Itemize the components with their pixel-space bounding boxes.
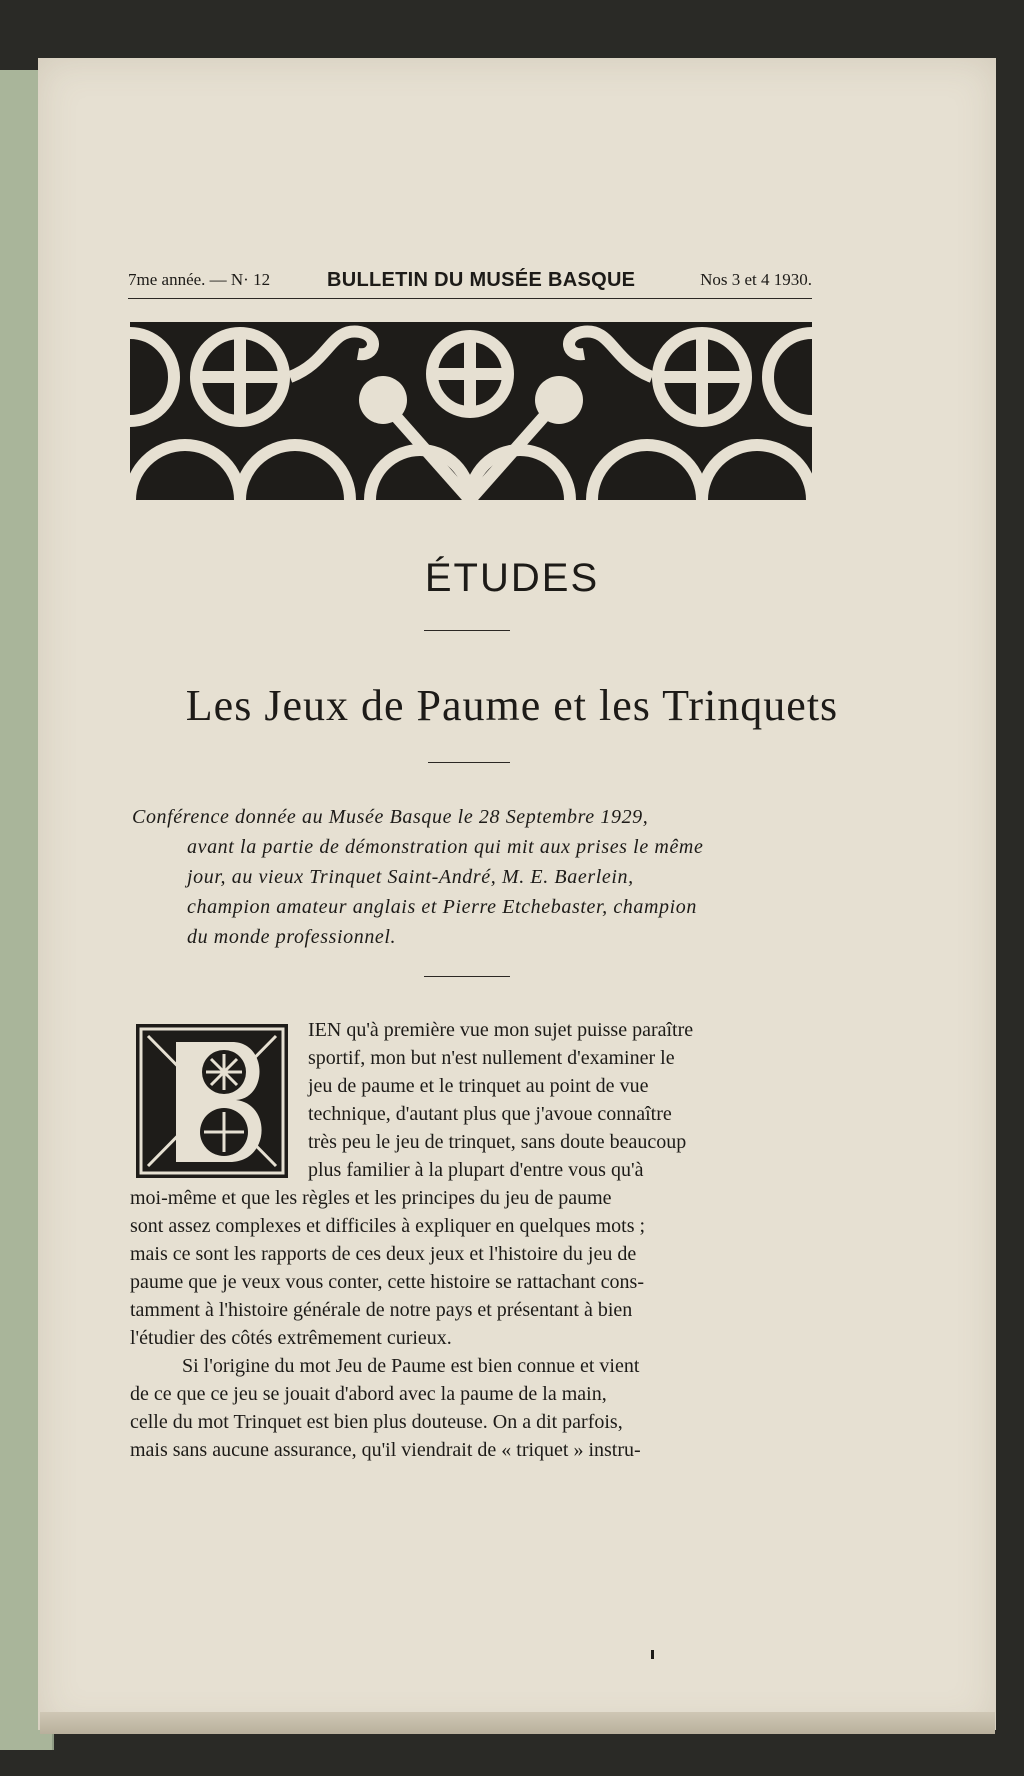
- body-line: mais ce sont les rapports de ces deux jeux et l'histoire du jeu de: [130, 1243, 637, 1265]
- body-line: technique, d'autant plus que j'avoue connaître: [308, 1103, 672, 1125]
- divider: [424, 976, 510, 977]
- issue-date: Nos 3 et 4 1930.: [700, 270, 812, 289]
- subtitle-line: avant la partie de démonstration qui mit aux prises le même: [187, 836, 704, 858]
- subtitle: [132, 802, 812, 952]
- body-line: celle du mot Trinquet est bien plus douteuse. On a dit parfois,: [130, 1411, 623, 1433]
- body-line: sportif, mon but n'est nullement d'examiner le: [308, 1047, 675, 1069]
- page-bottom-edge: [40, 1712, 995, 1734]
- body-line: tamment à l'histoire générale de notre pays et présentant à bien: [130, 1299, 633, 1321]
- body-line: paume que je veux vous conter, cette histoire se rattachant cons-: [130, 1271, 645, 1293]
- body-line: moi-même et que les règles et les principes du jeu de paume: [130, 1187, 612, 1209]
- decorative-banner: [130, 322, 812, 500]
- divider: [428, 762, 510, 763]
- body-line: Si l'origine du mot Jeu de Paume est bien connue et vient: [182, 1355, 640, 1377]
- running-head: [128, 268, 812, 299]
- ink-mark: [651, 1650, 654, 1659]
- body-line: IEN qu'à première vue mon sujet puisse paraître: [308, 1019, 694, 1041]
- journal-title: BULLETIN DU MUSÉE BASQUE: [327, 269, 636, 291]
- subtitle-line: champion amateur anglais et Pierre Etchebaster, champion: [187, 896, 698, 918]
- issue-number: 7me année. — N· 12: [128, 270, 271, 289]
- subtitle-line: du monde professionnel.: [187, 926, 397, 948]
- body-line: jeu de paume et le trinquet au point de vue: [308, 1075, 649, 1097]
- body-line: sont assez complexes et difficiles à expliquer en quelques mots ;: [130, 1215, 646, 1237]
- body-line: de ce que ce jeu se jouait d'abord avec la paume de la main,: [130, 1383, 607, 1405]
- article-title: Les Jeux de Paume et les Trinquets: [185, 681, 839, 730]
- body-text: [130, 1016, 812, 1464]
- body-line: plus familier à la plupart d'entre vous qu'à: [308, 1159, 644, 1181]
- section-title: ÉTUDES: [424, 556, 600, 600]
- subtitle-line: jour, au vieux Trinquet Saint-André, M. E. Baerlein,: [187, 866, 634, 888]
- subtitle-line: Conférence donnée au Musée Basque le 28 Septembre 1929,: [132, 806, 649, 828]
- body-line: l'étudier des côtés extrêmement curieux.: [130, 1327, 452, 1349]
- body-line: très peu le jeu de trinquet, sans doute beaucoup: [308, 1131, 687, 1153]
- body-line: mais sans aucune assurance, qu'il viendrait de « triquet » instru-: [130, 1439, 641, 1461]
- divider: [424, 630, 510, 631]
